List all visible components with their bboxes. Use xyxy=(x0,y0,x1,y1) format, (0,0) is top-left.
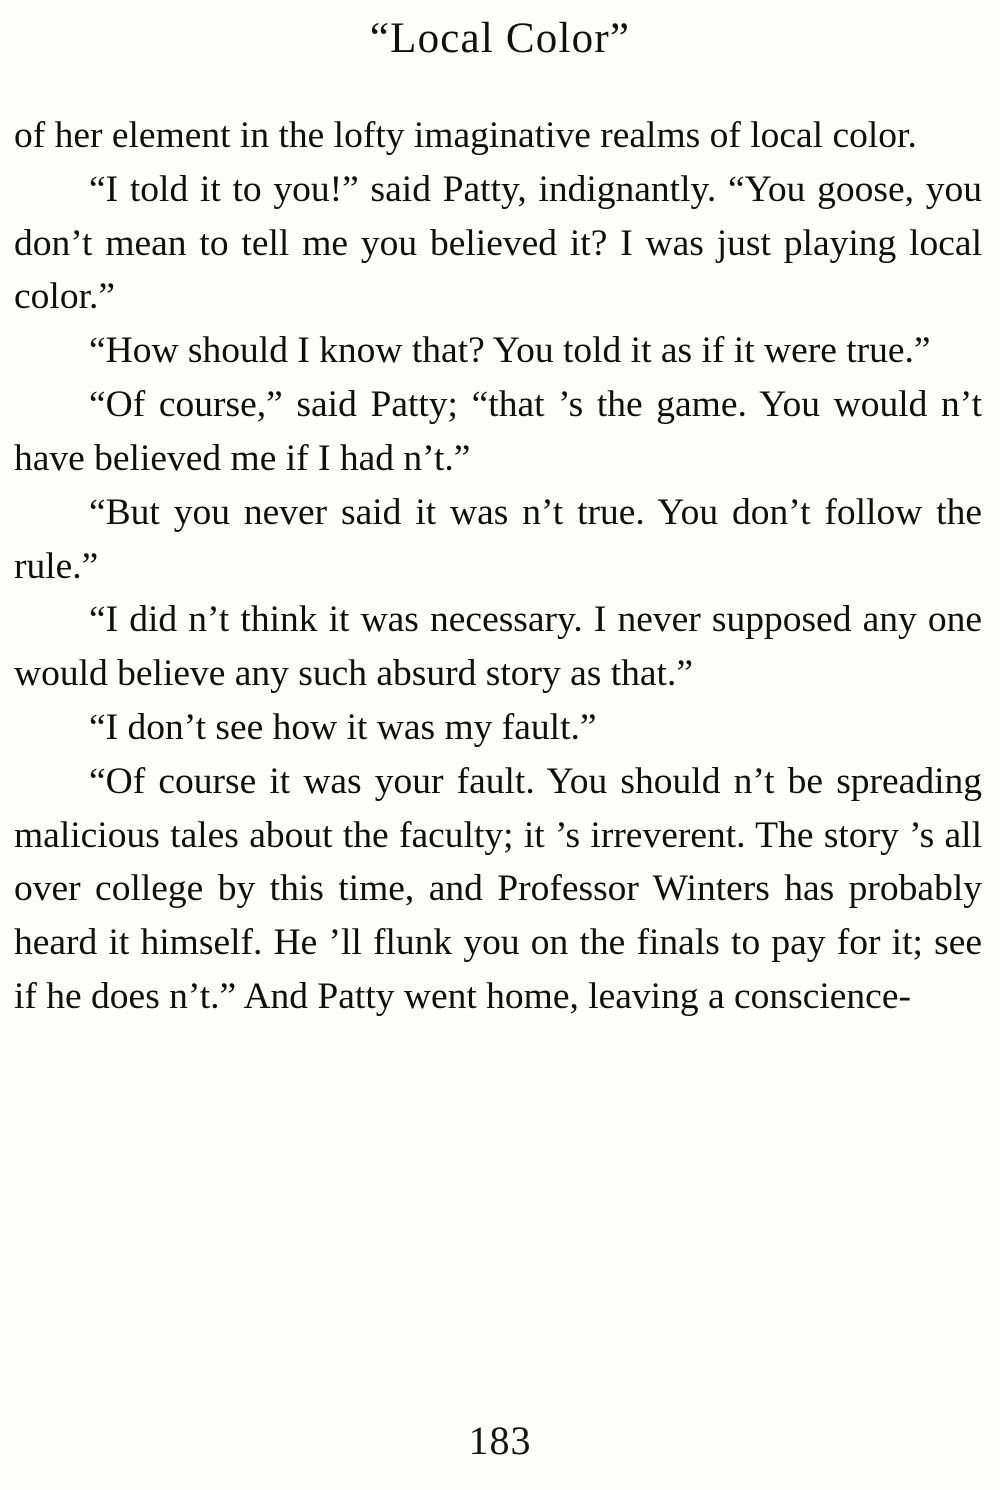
page-number: 183 xyxy=(468,1418,532,1463)
paragraph: “Of course,” said Patty; “that ’s the game. You would n’t have believed me if I had n’t.” xyxy=(14,384,982,479)
paragraph: “Of course it was your fault. You should n’t be spreading malicious tales about the faculty; it ’s irreverent. The story ’s all over college by this time, and Professor Winters has probably heard it himself. He ’ll flunk you on the finals to pay for it; see if he does n’t.” And Patty went home, leaving a conscience- xyxy=(14,760,982,1017)
paragraph: “I told it to you!” said Patty, indignantly. “You goose, you don’t mean to tell me you believed it? I was just playing local color.” xyxy=(14,168,982,318)
paragraph: “How should I know that? You told it as if it were true.” xyxy=(89,330,931,372)
running-head: “Local Color” xyxy=(369,15,631,62)
paragraph: “I did n’t think it was necessary. I never supposed any one would believe any such absurd story as that.” xyxy=(14,599,982,695)
paragraph: “I don’t see how it was my fault.” xyxy=(89,706,597,748)
paragraph: of her element in the lofty imaginative realms of local color. xyxy=(14,115,917,156)
paragraph: “But you never said it was n’t true. You don’t follow the rule.” xyxy=(14,491,982,587)
page-body xyxy=(14,109,982,1024)
